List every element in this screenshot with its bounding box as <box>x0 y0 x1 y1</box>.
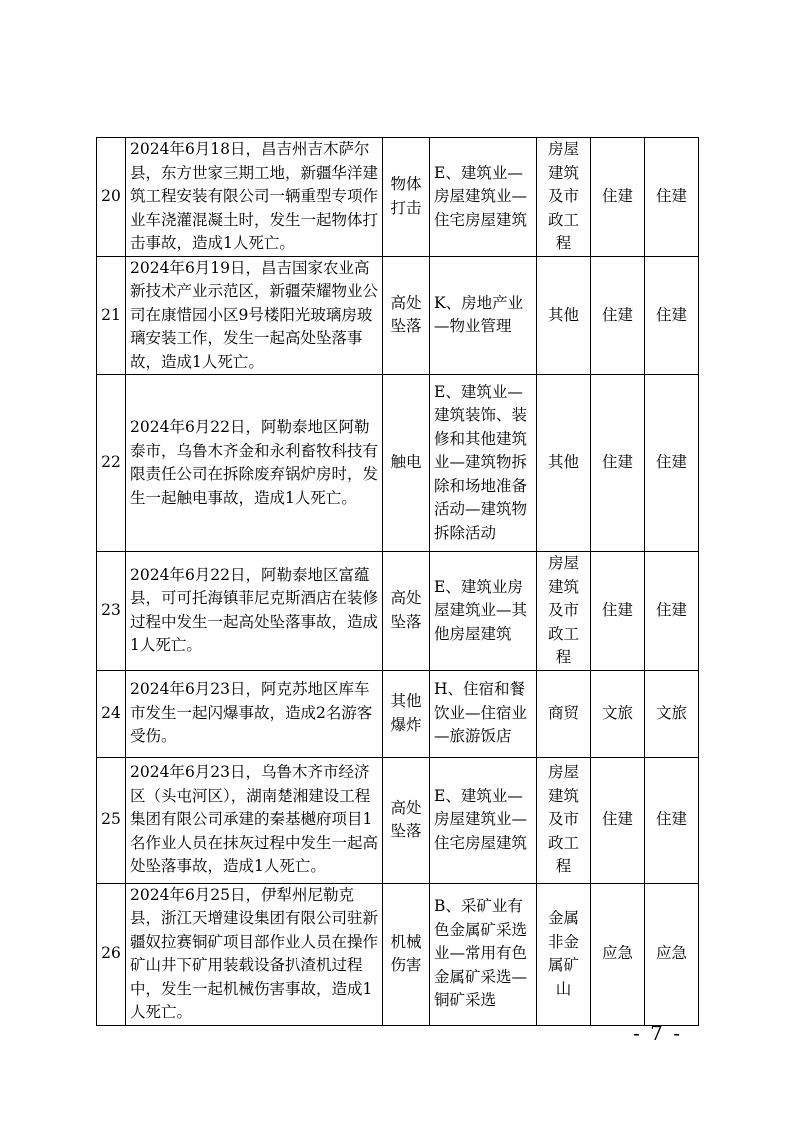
row-number: 20 <box>97 138 126 257</box>
department: 住建 <box>591 552 645 671</box>
row-number: 24 <box>97 670 126 757</box>
accident-type: 其他爆炸 <box>383 670 430 757</box>
accident-type: 高处坠落 <box>383 552 430 671</box>
table-row <box>97 883 699 1025</box>
industry-category: 房屋建筑及市政工程 <box>537 552 591 671</box>
department: 住建 <box>591 138 645 257</box>
industry-classification: E、建筑业—房屋建筑业—住宅房屋建筑 <box>430 757 537 883</box>
industry-classification: E、建筑业房屋建筑业—其他房屋建筑 <box>430 552 537 671</box>
table-row <box>97 375 699 552</box>
accident-type: 高处坠落 <box>383 256 430 375</box>
industry-classification: H、住宿和餐饮业—住宿业—旅游饭店 <box>430 670 537 757</box>
industry-classification: K、房地产业—物业管理 <box>430 256 537 375</box>
supervising-department: 住建 <box>645 552 699 671</box>
industry-classification: B、采矿业有色金属矿采选业—常用有色金属矿采选—铜矿采选 <box>430 883 537 1025</box>
row-number: 23 <box>97 552 126 671</box>
accident-description: 2024年6月22日，阿勒泰地区阿勒泰市，乌鲁木齐金和永利畜牧科技有限责任公司在拆除废弃锅炉房时，发生一起触电事故，造成1人死亡。 <box>126 375 383 552</box>
accident-table <box>96 137 699 1026</box>
supervising-department: 住建 <box>645 256 699 375</box>
accident-type: 触电 <box>383 375 430 552</box>
department: 住建 <box>591 757 645 883</box>
table-row <box>97 670 699 757</box>
department: 应急 <box>591 883 645 1025</box>
accident-type: 机械伤害 <box>383 883 430 1025</box>
table-row <box>97 552 699 671</box>
supervising-department: 住建 <box>645 138 699 257</box>
accident-description: 2024年6月23日，阿克苏地区库车市发生一起闪爆事故，造成2名游客受伤。 <box>126 670 383 757</box>
industry-category: 房屋建筑及市政工程 <box>537 757 591 883</box>
accident-description: 2024年6月22日，阿勒泰地区富蕴县，可可托海镇菲尼克斯酒店在装修过程中发生一起高处坠落事故，造成1人死亡。 <box>126 552 383 671</box>
industry-category: 金属非金属矿山 <box>537 883 591 1025</box>
supervising-department: 住建 <box>645 375 699 552</box>
supervising-department: 应急 <box>645 883 699 1025</box>
table-row <box>97 138 699 257</box>
table-row <box>97 256 699 375</box>
industry-category: 房屋建筑及市政工程 <box>537 138 591 257</box>
accident-description: 2024年6月23日，乌鲁木齐市经济区（头屯河区），湖南楚湘建设工程集团有限公司承建的秦基樾府项目1名作业人员在抹灰过程中发生一起高处坠落事故，造成1人死亡。 <box>126 757 383 883</box>
department: 住建 <box>591 256 645 375</box>
accident-description: 2024年6月25日，伊犁州尼勒克县，浙江天增建设集团有限公司驻新疆奴拉赛铜矿项目部作业人员在操作矿山井下矿用装载设备扒渣机过程中，发生一起机械伤害事故，造成1人死亡。 <box>126 883 383 1025</box>
industry-classification: E、建筑业—房屋建筑业—住宅房屋建筑 <box>430 138 537 257</box>
supervising-department: 住建 <box>645 757 699 883</box>
page-number: - 7 - <box>633 1021 682 1045</box>
supervising-department: 文旅 <box>645 670 699 757</box>
accident-description: 2024年6月19日，昌吉国家农业高新技术产业示范区，新疆荣耀物业公司在康惜园小区9号楼阳光玻璃房玻璃安装工作，发生一起高处坠落事故，造成1人死亡。 <box>126 256 383 375</box>
row-number: 26 <box>97 883 126 1025</box>
industry-classification: E、建筑业—建筑装饰、装修和其他建筑业—建筑物拆除和场地准备活动—建筑物拆除活动 <box>430 375 537 552</box>
row-number: 22 <box>97 375 126 552</box>
accident-description: 2024年6月18日，昌吉州吉木萨尔县，东方世家三期工地，新疆华洋建筑工程安装有限公司一辆重型专项作业车浇灌混凝土时，发生一起物体打击事故，造成1人死亡。 <box>126 138 383 257</box>
row-number: 21 <box>97 256 126 375</box>
department: 文旅 <box>591 670 645 757</box>
industry-category: 其他 <box>537 375 591 552</box>
row-number: 25 <box>97 757 126 883</box>
accident-type: 高处坠落 <box>383 757 430 883</box>
accident-type: 物体打击 <box>383 138 430 257</box>
industry-category: 商贸 <box>537 670 591 757</box>
table-row <box>97 757 699 883</box>
department: 住建 <box>591 375 645 552</box>
industry-category: 其他 <box>537 256 591 375</box>
